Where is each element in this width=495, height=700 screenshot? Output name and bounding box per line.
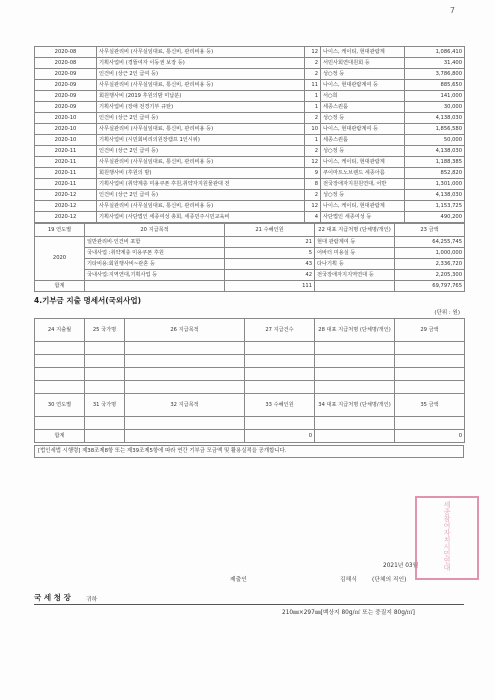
cell-count: 8 bbox=[305, 179, 321, 190]
cell-count: 4 bbox=[305, 212, 321, 223]
col-header-count: 27 지급건수 bbox=[245, 319, 315, 342]
cell-recipient: 현대 관람계여 등 bbox=[315, 237, 395, 248]
cell-count: 42 bbox=[225, 270, 315, 281]
cell-recipient: 서민사회연대원회 등 bbox=[321, 58, 405, 69]
cell-purpose: 회원행사비 (후원의 밤) bbox=[97, 168, 305, 179]
cell-recipient: 나이스, 케이티, 현대관람계 bbox=[321, 157, 405, 168]
seal-text: 세종참여자치시민연대 bbox=[443, 501, 451, 571]
col-header-country: 25 국가명 bbox=[85, 319, 125, 342]
cell-date: 2020-09 bbox=[35, 80, 97, 91]
submitter-name: 김해식 bbox=[340, 577, 357, 583]
cell-purpose: 국내사업:지역연대,기획사업 등 bbox=[85, 270, 225, 281]
table-row bbox=[35, 201, 465, 212]
cell-purpose: 사무실관리비 (사무실임대료, 통신비, 관리비용 등) bbox=[97, 47, 305, 58]
cell-amount: 1,153,725 bbox=[405, 201, 465, 212]
cell-amount: 885,650 bbox=[405, 80, 465, 91]
cell-date: 2020-09 bbox=[35, 102, 97, 113]
summary-year: 2020 bbox=[35, 237, 85, 281]
cell-purpose: 회원행사비 (2019 후원의밤 미납분) bbox=[97, 91, 305, 102]
table-row bbox=[35, 91, 465, 102]
cell-count: 12 bbox=[305, 47, 321, 58]
cell-recipient: 쿠이마트노브랜드 세종아름 bbox=[321, 168, 405, 179]
cell-recipient: 사단법인 세종여성 등 bbox=[321, 212, 405, 223]
page-mark: 7 bbox=[449, 6, 455, 15]
cell-purpose: 인건비 (상근 2인 급여 등) bbox=[97, 146, 305, 157]
table-row bbox=[35, 124, 465, 135]
cell-recipient: 어바터 미용실 등 bbox=[315, 248, 395, 259]
cell-recipient: 전국장애자지지역연대 등 bbox=[315, 270, 395, 281]
table-row bbox=[35, 58, 465, 69]
cell-amount: 1,188,385 bbox=[405, 157, 465, 168]
cell-amount: 1,301,000 bbox=[405, 179, 465, 190]
cell-count: 5 bbox=[225, 248, 315, 259]
table-row bbox=[35, 168, 465, 179]
cell-date: 2020-11 bbox=[35, 146, 97, 157]
cell-amount: 490,200 bbox=[405, 212, 465, 223]
office-suffix: 귀하 bbox=[86, 597, 98, 603]
overseas-total-amount: 0 bbox=[395, 430, 465, 443]
table-row bbox=[35, 146, 465, 157]
cell-count: 11 bbox=[305, 80, 321, 91]
cell-count: 1 bbox=[305, 102, 321, 113]
cell-purpose: 국내사업 :취약계층 미용쿠폰 후원 bbox=[85, 248, 225, 259]
section-title: 4.기부금 지출 명세서(국외사업) bbox=[34, 296, 142, 305]
cell-date: 2020-12 bbox=[35, 201, 97, 212]
cell-date: 2020-12 bbox=[35, 190, 97, 201]
total-count: 111 bbox=[225, 281, 315, 292]
unit-label: (단위 : 원) bbox=[434, 310, 460, 316]
office-name: 국 세 청 장 bbox=[34, 593, 71, 602]
table-row bbox=[35, 190, 465, 201]
table-row bbox=[35, 80, 465, 91]
cell-count: 12 bbox=[305, 201, 321, 212]
cell-purpose: 인건비 (상근 2인 급여 등) bbox=[97, 190, 305, 201]
cell-purpose: 일반관리비·인건비 포함 bbox=[85, 237, 225, 248]
form-size-note: 210㎜×297㎜[백상지 80g/㎡ 또는 중질지 80g/㎡] bbox=[282, 610, 415, 616]
cell-date: 2020-11 bbox=[35, 179, 97, 190]
cell-recipient: 다나기획 등 bbox=[315, 259, 395, 270]
document-page bbox=[34, 46, 464, 458]
cell-amount: 4,138,030 bbox=[405, 190, 465, 201]
seal-label: (단체의 직인) bbox=[372, 577, 407, 583]
cell-purpose: 기획사업비 (장애 전경기부 규탄) bbox=[97, 102, 305, 113]
cell-recipient: 나이스, 현대관람계여 등 bbox=[321, 80, 405, 91]
expenditure-table bbox=[34, 46, 465, 223]
cell-date: 2020-10 bbox=[35, 113, 97, 124]
cell-recipient: 성○정 등 bbox=[321, 146, 405, 157]
cell-purpose: 기획사업비 (사단법인 세종여성 총회, 세종민주시민교육비 bbox=[97, 212, 305, 223]
cell-purpose: 사무실관리비 (사무실임대료, 통신비, 관리비용 등) bbox=[97, 124, 305, 135]
cell-recipient: 전국장애자지원원연대, 어반 bbox=[321, 179, 405, 190]
cell-recipient: 성○정 등 bbox=[321, 113, 405, 124]
cell-amount: 2,336,720 bbox=[395, 259, 465, 270]
summary-row bbox=[35, 259, 465, 270]
cell-date: 2020-10 bbox=[35, 124, 97, 135]
cell-purpose: 기타비용:회원행사비~관혼 등 bbox=[85, 259, 225, 270]
col-header-amount: 23 금액 bbox=[395, 224, 465, 237]
cell-count: 2 bbox=[305, 69, 321, 80]
cell-amount: 1,000,000 bbox=[395, 248, 465, 259]
cell-date: 2020-12 bbox=[35, 212, 97, 223]
cell-amount: 852,820 bbox=[405, 168, 465, 179]
col-header-recipient: 34 대표 지급처명 (단체명/개인) bbox=[315, 394, 395, 417]
cell-recipient: 세종스퀀룸 bbox=[321, 102, 405, 113]
cell-count: 2 bbox=[305, 113, 321, 124]
organization-seal bbox=[415, 496, 479, 580]
col-header-amount: 29 금액 bbox=[395, 319, 465, 342]
cell-count: 2 bbox=[305, 146, 321, 157]
col-header-month: 24 지출월 bbox=[35, 319, 85, 342]
summary-row bbox=[35, 248, 465, 259]
cell-count: 9 bbox=[305, 168, 321, 179]
cell-count: 10 bbox=[305, 124, 321, 135]
cell-amount: 64,255,745 bbox=[395, 237, 465, 248]
cell-recipient: 나이스, 케이티, 현대관람계 bbox=[321, 47, 405, 58]
cell-recipient: 성○정 등 bbox=[321, 190, 405, 201]
cell-recipient: 성○정 등 bbox=[321, 69, 405, 80]
cell-recipient: 나이스, 케이티, 현대관람계 bbox=[321, 201, 405, 212]
table-row bbox=[35, 135, 465, 146]
cell-date: 2020-08 bbox=[35, 58, 97, 69]
overseas-total-label: 합계 bbox=[35, 430, 85, 443]
col-header-purpose: 20 지급목적 bbox=[85, 224, 225, 237]
cell-count: 2 bbox=[305, 58, 321, 69]
cell-count: 21 bbox=[225, 237, 315, 248]
table-row bbox=[35, 113, 465, 124]
cell-purpose: 기획사업비 (시민회비리의원장캠프 1인시위) bbox=[97, 135, 305, 146]
cell-count: 1 bbox=[305, 135, 321, 146]
cell-purpose: 인건비 (상근 2인 급여 등) bbox=[97, 69, 305, 80]
cell-purpose: 사무실관리비 (사무실임대료, 통신비, 관리비용 등) bbox=[97, 80, 305, 91]
cell-recipient: 세종스퀀룸 bbox=[321, 135, 405, 146]
cell-amount: 3,786,800 bbox=[405, 69, 465, 80]
cell-amount: 31,400 bbox=[405, 58, 465, 69]
total-label: 합계 bbox=[35, 281, 85, 292]
summary-row bbox=[35, 270, 465, 281]
col-header-year: 30 연도별 bbox=[35, 394, 85, 417]
cell-amount: 30,000 bbox=[405, 102, 465, 113]
col-header-country: 31 국가명 bbox=[85, 394, 125, 417]
cell-date: 2020-08 bbox=[35, 47, 97, 58]
table-row bbox=[35, 102, 465, 113]
cell-date: 2020-11 bbox=[35, 157, 97, 168]
cell-amount: 4,138,030 bbox=[405, 146, 465, 157]
total-amount: 69,797,765 bbox=[395, 281, 465, 292]
cell-amount: 141,000 bbox=[405, 91, 465, 102]
cell-date: 2020-11 bbox=[35, 168, 97, 179]
submitter-label: 제출인 bbox=[230, 577, 247, 583]
cell-recipient: 나이스, 현대관람계여 등 bbox=[321, 124, 405, 135]
table-row bbox=[35, 157, 465, 168]
col-header-recipient: 22 대표 지급처명 (단체명/개인) bbox=[315, 224, 395, 237]
annual-summary-table bbox=[34, 223, 465, 292]
cell-purpose: 인건비 (상근 2인 급여 등) bbox=[97, 113, 305, 124]
cell-count: 1 bbox=[305, 91, 321, 102]
cell-amount: 1,086,410 bbox=[405, 47, 465, 58]
cell-count: 43 bbox=[225, 259, 315, 270]
col-header-beneficiaries: 33 수혜인원 bbox=[245, 394, 315, 417]
cell-purpose: 기획사업비 (취약계층 미용쿠폰 후원,취약자지원물관대 전 bbox=[97, 179, 305, 190]
table-row bbox=[35, 212, 465, 223]
cell-purpose: 사무실관리비 (사무실임대료, 통신비, 관리비용 등) bbox=[97, 157, 305, 168]
col-header-year: 19 연도별 bbox=[35, 224, 85, 237]
col-header-beneficiaries: 21 수혜인원 bbox=[225, 224, 315, 237]
overseas-total-count: 0 bbox=[245, 430, 315, 443]
table-row bbox=[35, 179, 465, 190]
cell-recipient: 서○희 bbox=[321, 91, 405, 102]
legal-notice: [법인세법 시행령] 제38조제8항 또는 제39조제5항에 따라 연간 기부금 모금액 및 활용실적을 공개합니다. bbox=[34, 445, 464, 458]
cell-amount: 4,138,030 bbox=[405, 113, 465, 124]
table-row bbox=[35, 69, 465, 80]
cell-count: 12 bbox=[305, 157, 321, 168]
cell-amount: 1,856,580 bbox=[405, 124, 465, 135]
table-row bbox=[35, 47, 465, 58]
cell-purpose: 사무실관리비 (사무실임대료, 통신비, 관리비용 등) bbox=[97, 201, 305, 212]
col-header-purpose: 26 지급목적 bbox=[125, 319, 245, 342]
cell-amount: 2,205,300 bbox=[395, 270, 465, 281]
col-header-recipient: 28 대표 지급처명 (단체명/개인) bbox=[315, 319, 395, 342]
cell-purpose: 기획사업비 (경뜰여자 이동권 보장 등) bbox=[97, 58, 305, 69]
cell-amount: 50,000 bbox=[405, 135, 465, 146]
summary-row bbox=[35, 237, 465, 248]
divider bbox=[34, 604, 464, 605]
cell-date: 2020-10 bbox=[35, 135, 97, 146]
cell-count: 2 bbox=[305, 190, 321, 201]
submission-date: 2021년 03월 bbox=[383, 563, 419, 569]
col-header-purpose: 32 지급목적 bbox=[125, 394, 245, 417]
cell-date: 2020-09 bbox=[35, 69, 97, 80]
overseas-monthly-table bbox=[34, 318, 465, 443]
col-header-amount: 35 금액 bbox=[395, 394, 465, 417]
cell-date: 2020-09 bbox=[35, 91, 97, 102]
